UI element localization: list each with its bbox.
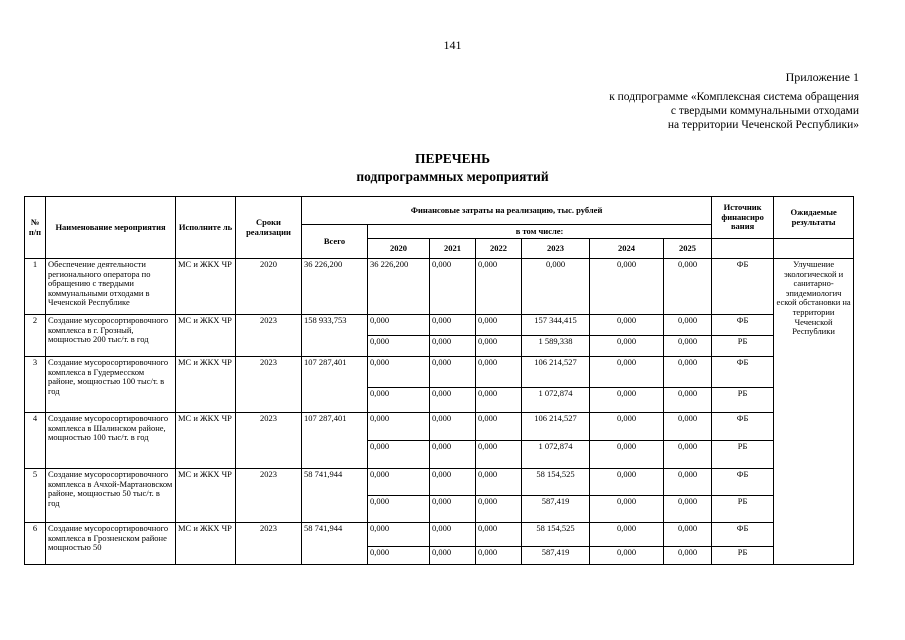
cell-2025: 0,000 bbox=[664, 496, 712, 523]
cell-executor: МС и ЖКХ ЧР bbox=[176, 523, 236, 565]
cell-2023: 106 214,527 bbox=[522, 413, 590, 441]
cell-total: 36 226,200 bbox=[302, 259, 368, 315]
cell-2025: 0,000 bbox=[664, 441, 712, 469]
cell-2022: 0,000 bbox=[476, 336, 522, 357]
table-row bbox=[25, 357, 854, 388]
header-name: Наименование мероприятия bbox=[46, 197, 176, 259]
cell-num: 1 bbox=[25, 259, 46, 315]
header-year: 2024 bbox=[590, 239, 664, 259]
cell-2023: 58 154,525 bbox=[522, 469, 590, 496]
cell-2020: 0,000 bbox=[368, 357, 430, 388]
header-executor: Исполните ль bbox=[176, 197, 236, 259]
appendix-title: Приложение 1 bbox=[785, 70, 859, 84]
cell-term: 2023 bbox=[236, 413, 302, 469]
cell-executor: МС и ЖКХ ЧР bbox=[176, 259, 236, 315]
cell-source: ФБ bbox=[712, 315, 774, 336]
cell-source: ФБ bbox=[712, 259, 774, 315]
cell-2021: 0,000 bbox=[430, 259, 476, 315]
cell-2024: 0,000 bbox=[590, 357, 664, 388]
cell-2020: 0,000 bbox=[368, 469, 430, 496]
header-results: Ожидаемые результаты bbox=[774, 197, 854, 239]
header-year: 2023 bbox=[522, 239, 590, 259]
cell-2023: 587,419 bbox=[522, 547, 590, 565]
appendix-line: с твердыми коммунальными отходами bbox=[670, 105, 859, 117]
cell-2021: 0,000 bbox=[430, 315, 476, 336]
cell-2022: 0,000 bbox=[476, 357, 522, 388]
header-including: в том числе: bbox=[368, 225, 712, 239]
cell-2024: 0,000 bbox=[590, 388, 664, 413]
cell-total: 58 741,944 bbox=[302, 469, 368, 523]
cell-2023: 58 154,525 bbox=[522, 523, 590, 547]
cell-2024: 0,000 bbox=[590, 259, 664, 315]
header-year: 2020 bbox=[368, 239, 430, 259]
cell-source: РБ bbox=[712, 441, 774, 469]
cell-2021: 0,000 bbox=[430, 388, 476, 413]
cell-2020: 0,000 bbox=[368, 441, 430, 469]
cell-2022: 0,000 bbox=[476, 441, 522, 469]
cell-2020: 0,000 bbox=[368, 523, 430, 547]
cell-2025: 0,000 bbox=[664, 413, 712, 441]
cell-2020: 0,000 bbox=[368, 547, 430, 565]
appendix-subtitle bbox=[609, 90, 859, 132]
cell-2025: 0,000 bbox=[664, 469, 712, 496]
cell-2022: 0,000 bbox=[476, 413, 522, 441]
table-row bbox=[25, 259, 854, 315]
cell-name: Создание мусоросортировочного комплекса в Гудермесском районе, мощностью 100 тыс/т. в год bbox=[46, 357, 176, 413]
cell-term: 2023 bbox=[236, 523, 302, 565]
cell-2021: 0,000 bbox=[430, 441, 476, 469]
header-num: № п/п bbox=[25, 197, 46, 259]
heading-line-2: подпрограммных мероприятий bbox=[356, 169, 549, 184]
cell-2025: 0,000 bbox=[664, 547, 712, 565]
cell-2021: 0,000 bbox=[430, 357, 476, 388]
table-body bbox=[25, 259, 854, 565]
cell-2025: 0,000 bbox=[664, 259, 712, 315]
cell-2024: 0,000 bbox=[590, 469, 664, 496]
header-costs: Финансовые затраты на реализацию, тыс. рублей bbox=[302, 197, 712, 225]
cell-2022: 0,000 bbox=[476, 469, 522, 496]
cell-2021: 0,000 bbox=[430, 413, 476, 441]
cell-2022: 0,000 bbox=[476, 388, 522, 413]
cell-2022: 0,000 bbox=[476, 259, 522, 315]
cell-2023: 1 072,874 bbox=[522, 388, 590, 413]
cell-2024: 0,000 bbox=[590, 315, 664, 336]
cell-num: 5 bbox=[25, 469, 46, 523]
cell-2021: 0,000 bbox=[430, 496, 476, 523]
cell-2020: 0,000 bbox=[368, 496, 430, 523]
cell-2021: 0,000 bbox=[430, 336, 476, 357]
cell-2024: 0,000 bbox=[590, 336, 664, 357]
cell-2022: 0,000 bbox=[476, 547, 522, 565]
header-year: 2022 bbox=[476, 239, 522, 259]
cell-name: Создание мусоросортировочного комплекса в г. Грозный, мощностью 200 тыс/т. в год bbox=[46, 315, 176, 357]
cell-executor: МС и ЖКХ ЧР bbox=[176, 413, 236, 469]
cell-source: ФБ bbox=[712, 523, 774, 547]
table-row bbox=[25, 523, 854, 547]
cell-2025: 0,000 bbox=[664, 336, 712, 357]
header-year: 2025 bbox=[664, 239, 712, 259]
cell-2024: 0,000 bbox=[590, 441, 664, 469]
header-year: 2021 bbox=[430, 239, 476, 259]
cell-source: ФБ bbox=[712, 469, 774, 496]
heading-line-1: ПЕРЕЧЕНЬ bbox=[414, 151, 491, 166]
cell-source: РБ bbox=[712, 336, 774, 357]
cell-total: 158 933,753 bbox=[302, 315, 368, 357]
cell-2021: 0,000 bbox=[430, 547, 476, 565]
cell-expected-result: Улучшение экологической и санитарно-эпидемиологич еской обстановки на территории Чеченской Республики bbox=[774, 259, 854, 565]
cell-source: РБ bbox=[712, 388, 774, 413]
header-total: Всего bbox=[302, 225, 368, 259]
cell-2025: 0,000 bbox=[664, 315, 712, 336]
cell-2022: 0,000 bbox=[476, 496, 522, 523]
cell-2023: 1 589,338 bbox=[522, 336, 590, 357]
cell-num: 6 bbox=[25, 523, 46, 565]
table-row bbox=[25, 315, 854, 336]
header-source-blank bbox=[712, 239, 774, 259]
appendix-line: к подпрограмме «Комплексная система обращения bbox=[609, 91, 859, 103]
cell-total: 107 287,401 bbox=[302, 413, 368, 469]
cell-2023: 1 072,874 bbox=[522, 441, 590, 469]
cell-2023: 0,000 bbox=[522, 259, 590, 315]
cell-name: Создание мусоросортировочного комплекса в Ачхой-Мартановском районе, мощностью 50 тыс/т. в год bbox=[46, 469, 176, 523]
cell-2025: 0,000 bbox=[664, 388, 712, 413]
cell-source: ФБ bbox=[712, 413, 774, 441]
cell-2022: 0,000 bbox=[476, 523, 522, 547]
cell-term: 2020 bbox=[236, 259, 302, 315]
cell-2020: 0,000 bbox=[368, 388, 430, 413]
cell-source: РБ bbox=[712, 547, 774, 565]
cell-2024: 0,000 bbox=[590, 547, 664, 565]
cell-source: ФБ bbox=[712, 357, 774, 388]
header-terms: Сроки реализации bbox=[236, 197, 302, 259]
cell-2025: 0,000 bbox=[664, 523, 712, 547]
document-heading bbox=[0, 150, 905, 186]
cell-2020: 36 226,200 bbox=[368, 259, 430, 315]
cell-2024: 0,000 bbox=[590, 413, 664, 441]
cell-source: РБ bbox=[712, 496, 774, 523]
measures-table bbox=[24, 196, 854, 565]
page-number: 141 bbox=[443, 38, 462, 52]
cell-2024: 0,000 bbox=[590, 496, 664, 523]
cell-executor: МС и ЖКХ ЧР bbox=[176, 469, 236, 523]
table-header bbox=[25, 197, 854, 259]
cell-name: Создание мусоросортировочного комплекса в Шалинском районе, мощностью 100 тыс/т. в год bbox=[46, 413, 176, 469]
cell-total: 58 741,944 bbox=[302, 523, 368, 565]
cell-2022: 0,000 bbox=[476, 315, 522, 336]
cell-2025: 0,000 bbox=[664, 357, 712, 388]
header-source: Источник финансиро вания bbox=[712, 197, 774, 239]
cell-name: Обеспечение деятельности регионального оператора по обращению с твердыми коммунальными отходами в Чеченской Республике bbox=[46, 259, 176, 315]
cell-2023: 106 214,527 bbox=[522, 357, 590, 388]
cell-2021: 0,000 bbox=[430, 469, 476, 496]
appendix-line: на территории Чеченской Республики» bbox=[667, 119, 859, 131]
cell-num: 2 bbox=[25, 315, 46, 357]
cell-term: 2023 bbox=[236, 469, 302, 523]
cell-num: 3 bbox=[25, 357, 46, 413]
cell-term: 2023 bbox=[236, 357, 302, 413]
table-row bbox=[25, 469, 854, 496]
cell-2023: 157 344,415 bbox=[522, 315, 590, 336]
cell-2020: 0,000 bbox=[368, 315, 430, 336]
cell-term: 2023 bbox=[236, 315, 302, 357]
table-row bbox=[25, 413, 854, 441]
cell-num: 4 bbox=[25, 413, 46, 469]
cell-2020: 0,000 bbox=[368, 413, 430, 441]
cell-2023: 587,419 bbox=[522, 496, 590, 523]
cell-2021: 0,000 bbox=[430, 523, 476, 547]
cell-2024: 0,000 bbox=[590, 523, 664, 547]
header-results-blank bbox=[774, 239, 854, 259]
cell-executor: МС и ЖКХ ЧР bbox=[176, 357, 236, 413]
cell-executor: МС и ЖКХ ЧР bbox=[176, 315, 236, 357]
cell-total: 107 287,401 bbox=[302, 357, 368, 413]
cell-2020: 0,000 bbox=[368, 336, 430, 357]
cell-name: Создание мусоросортировочного комплекса в Грозненском районе мощностью 50 bbox=[46, 523, 176, 565]
